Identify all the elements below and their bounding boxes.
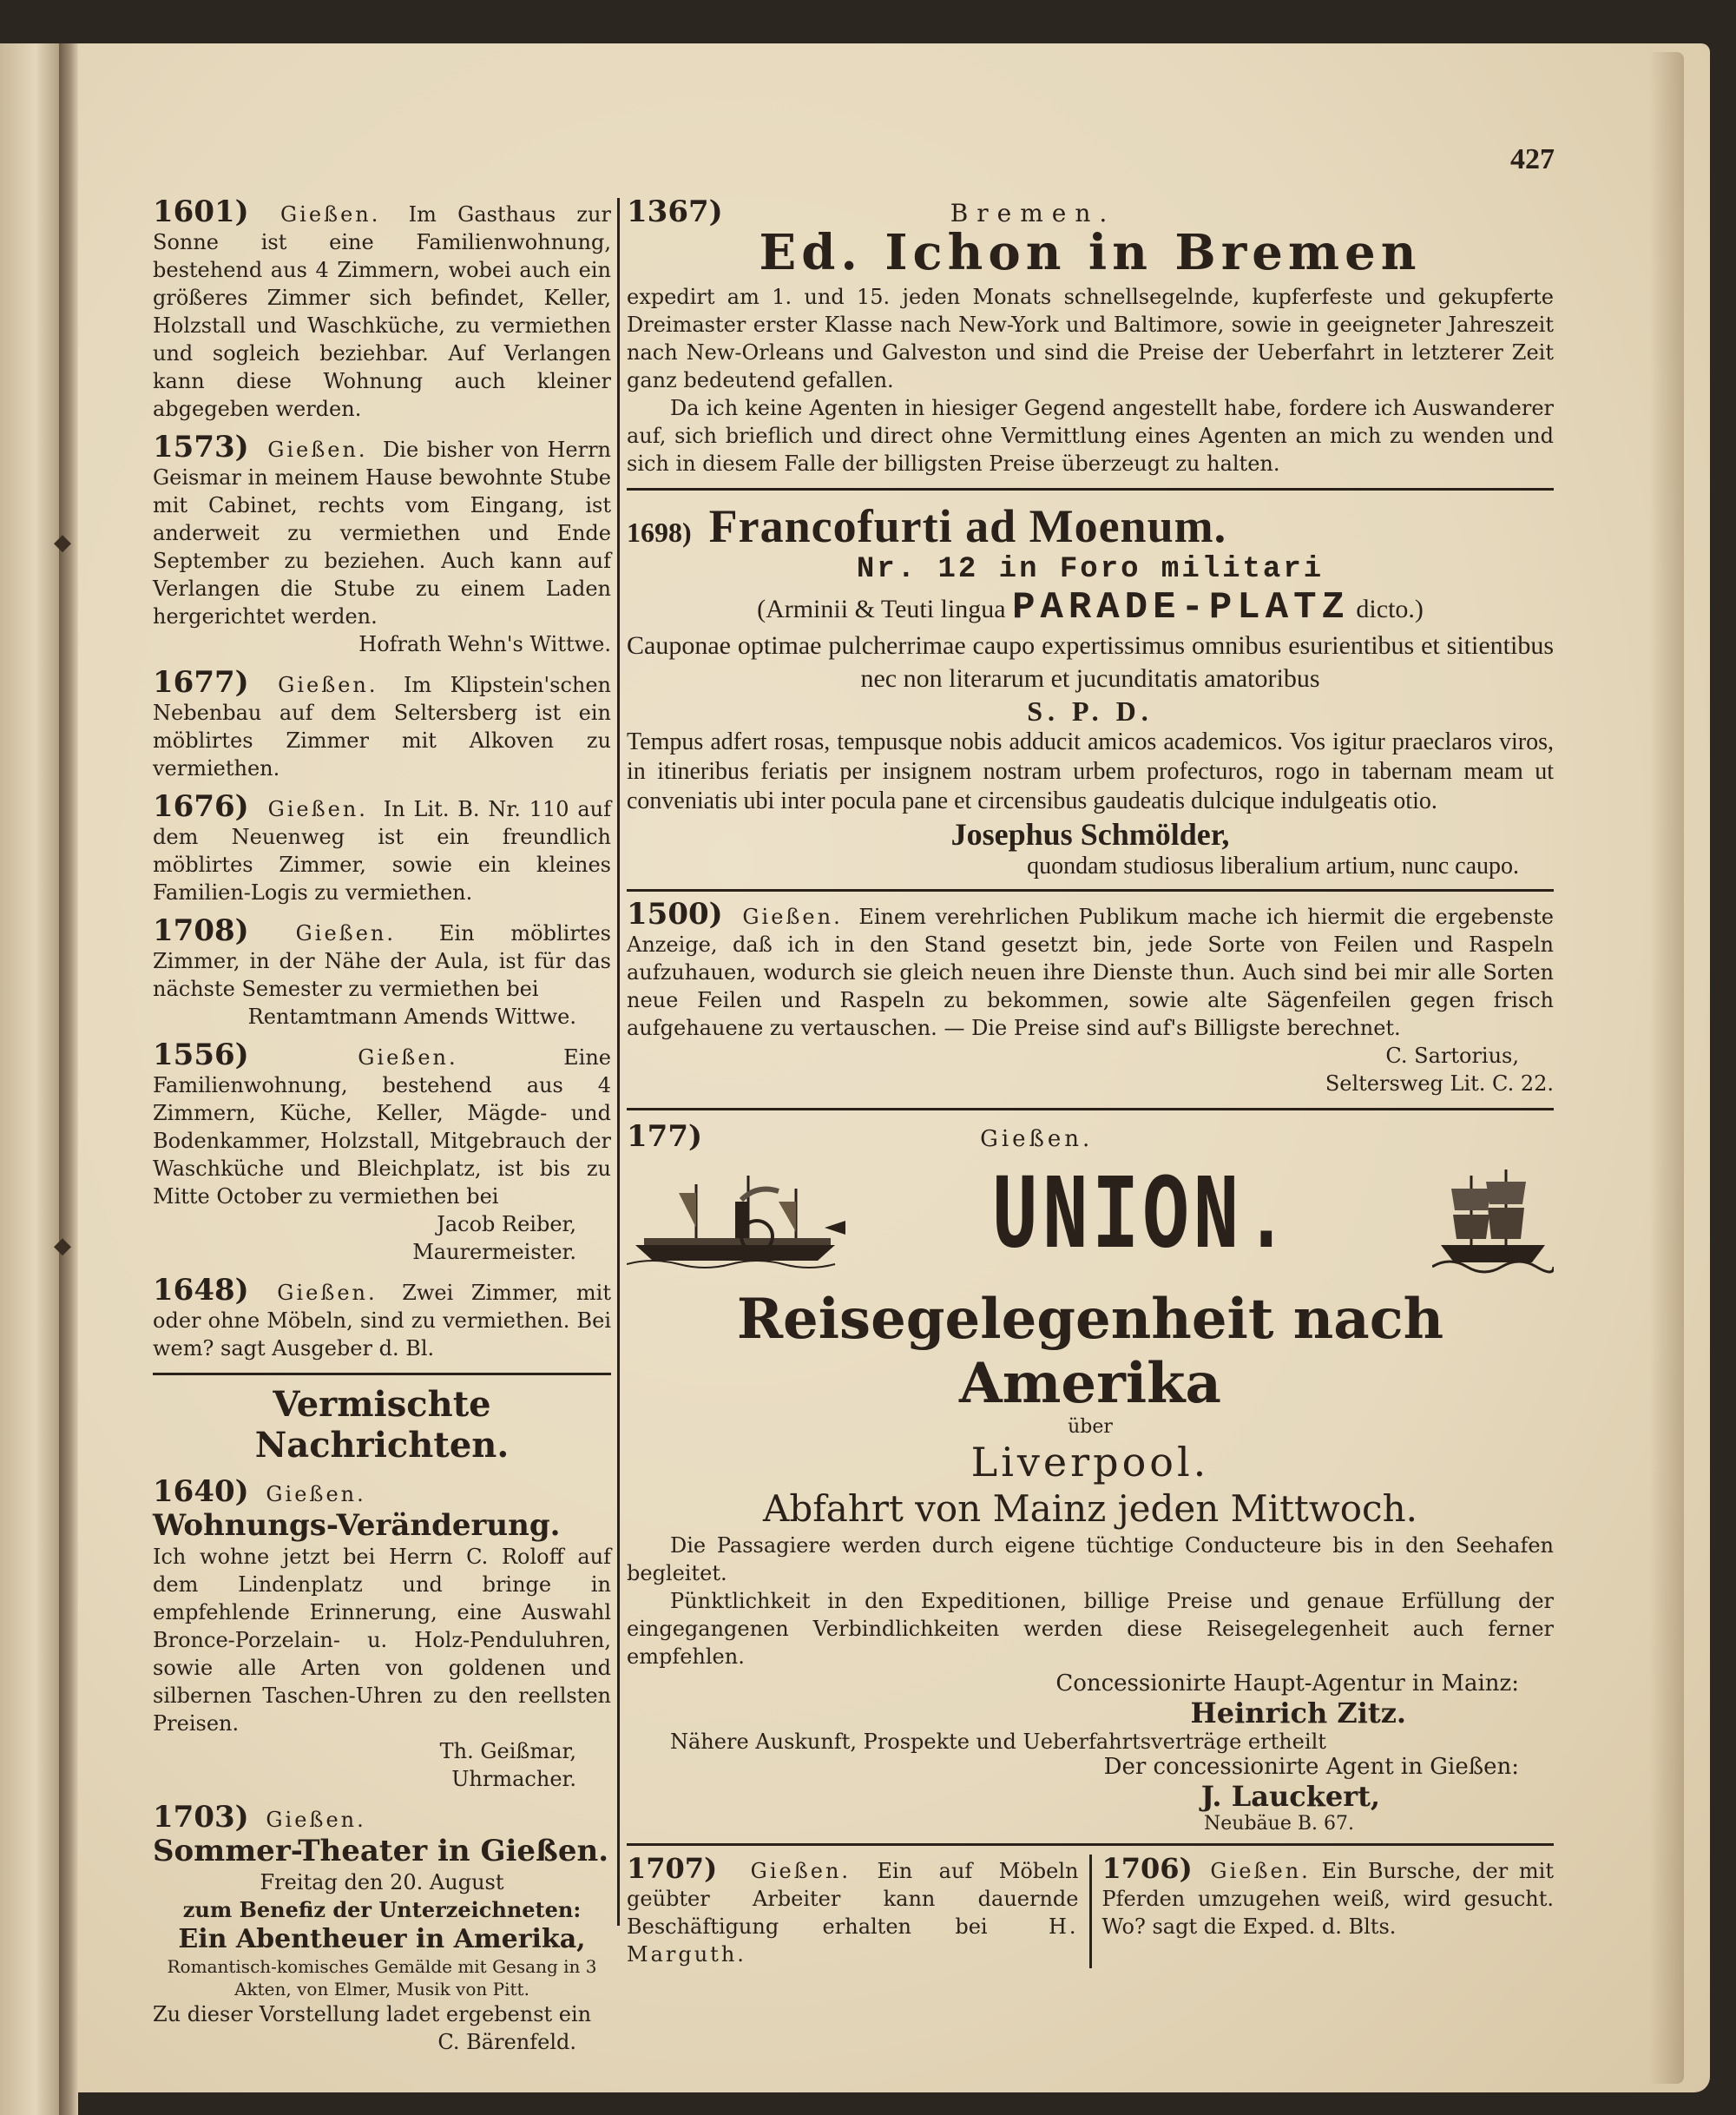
steamship-icon [627, 1167, 852, 1271]
ad-1677 [153, 665, 611, 782]
page-edge-shadow [1649, 52, 1684, 2084]
ad-number: 1601) [153, 194, 249, 229]
ad-1703 [153, 1800, 611, 2056]
ad-title: Ed. Ichon in Bremen [759, 224, 1422, 281]
margin-mark: ◆ [54, 530, 71, 556]
ad-place: Gießen. [1210, 1859, 1311, 1883]
cell-divider [1089, 1855, 1092, 1968]
ad-place: Gießen. [295, 921, 396, 945]
ad-place: Gießen. [266, 1482, 366, 1506]
ad-title: Francofurti ad Moenum. [708, 500, 1227, 552]
ad-text: Ich wohne jetzt bei Herrn C. Roloff auf dem Lindenplatz und bringe in empfehlende Erinnerung, eine Auswahl Bronce-Porzelain- u. Holz-Penduluhren, sowie alle Arten von goldenen und silbernen Taschen-Uhren zu den reellsten Preisen. [153, 1545, 611, 1736]
ad-text: In Lit. B. Nr. 110 auf dem Neuenweg ist ein freundlich möblirtes Zimmer, sowie ein kleines Familien-Logis zu vermiethen. [153, 797, 611, 905]
ad-signature: Hofrath Wehn's Wittwe. [358, 632, 611, 656]
bottom-ads-row [627, 1852, 1554, 1968]
section-rule [627, 1108, 1554, 1110]
ad-signature: Rentamtmann Amends Wittwe. [247, 1005, 576, 1029]
ad-1601 [153, 194, 611, 423]
play-description: Romantisch-komisches Gemälde mit Gesang in 3 Akten, von Elmer, Musik von Pitt. [167, 1956, 597, 2000]
sailing-ship-icon [1432, 1163, 1554, 1275]
facing-page-edge [0, 43, 59, 2115]
ad-signature-title: quondam studiosus liberalium artium, nunc caupo. [1027, 853, 1519, 880]
ad-text-2: Pünktlichkeit in den Expeditionen, billige Preise und genaue Erfüllung der eingegangenen Verbindlichkeiten werden diese Reisegelegenheit auch ferner empfehlen. [627, 1589, 1554, 1669]
ad-place: Gießen. [267, 797, 368, 821]
ad-number: 1708) [153, 913, 249, 948]
play-title: Ein Abentheuer in Amerika, [178, 1924, 586, 1954]
ad-text: Ein auf Möbeln geübter Arbeiter kann dauernde Beschäftigung erhalten bei [627, 1859, 1079, 1939]
ad-text: Im Gasthaus zur Sonne ist eine Familienwohnung, bestehend aus 4 Zimmern, wobei auch ein größeres Zimmer sich befindet, Keller, Holzstall und Waschküche, zu vermiethen und sogleich beziehbar. Auf Verlangen kann diese Wohnung auch kleiner abgegeben werden. [153, 202, 611, 421]
ad-headline: Sommer-Theater in Gießen. [153, 1834, 609, 1868]
margin-mark: ◆ [54, 1233, 71, 1259]
ad-headline: Wohnungs-Veränderung. [153, 1508, 561, 1543]
ad-signature: C. Sartorius, [1385, 1044, 1519, 1068]
via-label: über [1068, 1416, 1113, 1438]
ad-177 [627, 1119, 1554, 1835]
ad-text: Die bisher von Herrn Geismar in meinem Hause bewohnte Stube mit Cabinet, rechts vom Eingang, ist anderweit zu vermiethen und Ende September zu beziehen. Auch kann auf Verlangen die Stube zu einem Laden hergerichtet werden. [153, 438, 612, 629]
ad-signature: Th. Geißmar, [439, 1739, 576, 1763]
book-gutter [59, 43, 78, 2115]
ad-text: Ein möblirtes Zimmer, in der Nähe der Aula, ist für das nächste Semester zu vermiethen bei [153, 921, 611, 1001]
ad-1698 [627, 499, 1554, 880]
ad-place: Gießen. [742, 905, 843, 929]
section-rule [153, 1373, 611, 1375]
agent-address: Neubäue B. 67. [1204, 1813, 1354, 1835]
event-date: Freitag den 20. August [260, 1870, 504, 1894]
spd-line: S. P. D. [1027, 695, 1154, 727]
info-line: Nähere Auskunft, Prospekte und Ueberfahrtsverträge ertheilt [670, 1730, 1326, 1754]
address-line: Nr. 12 in Foro militari [856, 553, 1325, 586]
ad-signature: Jacob Reiber, [437, 1212, 576, 1236]
ad-number: 177) [627, 1119, 703, 1154]
agency-name: Heinrich Zitz. [1190, 1697, 1406, 1730]
ad-signature-address: Seltersweg Lit. C. 22. [1325, 1071, 1554, 1096]
ad-place: Gießen. [278, 673, 378, 697]
ad-1648 [153, 1273, 611, 1362]
ad-1707 [627, 1852, 1079, 1968]
parade-post: dicto.) [1356, 595, 1424, 623]
ad-signature: Josephus Schmölder, [950, 817, 1230, 852]
section-rule [627, 488, 1554, 491]
ad-text-2: Tempus adfert rosas, tempusque nobis adducit amicos academicos. Vos igitur praeclaros viros, in itineribus feriatis per insignem nostram urbem profecturos, rogo in tabernam meam ut conveniatis ubi inter pocula pane et circensibus gaudeatis dulcique indulgeatis otio. [627, 728, 1554, 814]
ad-place: Gießen. [358, 1045, 458, 1070]
ad-text-2: Da ich keine Agenten in hiesiger Gegend angestellt habe, fordere ich Auswanderer auf, sich brieflich und direct ohne Vermittlung eines Agenten an mich zu wenden und sich in diesem Falle der billigsten Preise überzeugt zu halten. [627, 396, 1554, 476]
parade-platz: PARADE-PLATZ [1012, 586, 1350, 629]
departure-heading: Abfahrt von Mainz jeden Mittwoch. [763, 1487, 1417, 1530]
ad-signature: C. Bärenfeld. [437, 2030, 576, 2054]
ad-1708 [153, 913, 611, 1031]
ad-number: 1648) [153, 1273, 249, 1308]
ad-number: 1703) [153, 1800, 249, 1835]
ad-1367 [627, 194, 1554, 478]
ad-number: 1676) [153, 789, 249, 824]
benefit-line: zum Benefiz der Unterzeichneten: [182, 1897, 582, 1922]
ad-number: 1573) [153, 430, 249, 465]
ad-place: Gießen. [980, 1126, 1094, 1152]
ad-text: Im Klipstein'schen Nebenbau auf dem Seltersberg ist ein möblirtes Zimmer mit Alkoven zu vermiethen. [153, 673, 611, 781]
ad-place: Gießen. [280, 202, 381, 227]
ad-place: Gießen. [266, 1808, 366, 1832]
ad-place: Gießen. [750, 1859, 852, 1883]
ad-text: Zwei Zimmer, mit oder ohne Möbeln, sind zu vermiethen. Bei wem? sagt Ausgeber d. Bl. [153, 1281, 611, 1361]
ad-number: 1677) [153, 665, 249, 700]
liverpool-heading: Liverpool. [970, 1439, 1210, 1486]
section-title: Vermischte Nachrichten. [254, 1384, 510, 1466]
ad-signature-title: Uhrmacher. [451, 1767, 576, 1791]
ad-number: 1367) [627, 194, 723, 229]
ad-place: Gießen. [277, 1281, 378, 1305]
ad-number: 1500) [627, 897, 723, 932]
ad-place: Bremen. [950, 199, 1116, 227]
ad-1676 [153, 789, 611, 906]
ad-signature-title: Maurermeister. [412, 1240, 576, 1264]
main-agency-label: Concessionirte Haupt-Agentur in Mainz: [1055, 1670, 1519, 1697]
local-agent-label: Der concessionirte Agent in Gießen: [1103, 1754, 1519, 1780]
invite-line: Zu dieser Vorstellung ladet ergebenst ein [153, 2002, 592, 2026]
ad-number: 1698) [627, 517, 692, 548]
ad-text: Cauponae optimae pulcherrimae caupo expertissimus omnibus esurientibus et sitientibus nec non literarum et jucunditatis amatoribus [627, 631, 1554, 693]
union-heading: UNION. [991, 1158, 1293, 1280]
left-column [153, 194, 612, 2066]
ad-text: Die Passagiere werden durch eigene tüchtige Conducteure bis in den Seehafen begleitet. [627, 1533, 1554, 1585]
ad-text: Eine Familienwohnung, bestehend aus 4 Zimmern, Küche, Keller, Mägde- und Bodenkammer, Holzstall, Mitgebrauch der Waschküche und Bleichplatz, ist bis zu Mitte October zu vermiethen bei [153, 1045, 611, 1209]
parade-pre: (Arminii & Teuti lingua [757, 595, 1006, 623]
ad-1500 [627, 897, 1554, 1097]
ad-1556 [153, 1038, 611, 1266]
page-number: 427 [1510, 143, 1555, 175]
ad-place: Gießen. [267, 438, 368, 462]
ad-1706 [1101, 1852, 1555, 1968]
section-rule [627, 889, 1554, 892]
ad-text: Ein Bursche, der mit Pferden umzugehen weiß, wird gesucht. Wo? sagt die Exped. d. Blts. [1101, 1859, 1554, 1939]
ad-number: 1706) [1101, 1852, 1193, 1885]
agent-name: J. Lauckert, [1200, 1780, 1380, 1813]
ad-number: 1556) [153, 1038, 249, 1072]
ad-text: expedirt am 1. und 15. jeden Monats schnellsegelnde, kupferfeste und gekupferte Dreimaster erster Klasse nach New-York und Baltimore, sowie in geeigneter Jahreszeit nach New-Orleans und Galveston und sind die Preise der Ueberfahrt in letzterer Zeit ganz bedeutend gefallen. [627, 285, 1554, 392]
ad-1640 [153, 1474, 611, 1793]
ad-number: 1640) [153, 1474, 249, 1509]
travel-heading: Reisegelegenheit nach Amerika [736, 1287, 1444, 1416]
ad-signature: H. Marguth. [627, 1914, 1079, 1967]
parade-platz-line [627, 586, 1554, 629]
section-rule [627, 1843, 1554, 1846]
column-divider [617, 198, 620, 1926]
ad-number: 1707) [627, 1852, 718, 1885]
ad-1573 [153, 430, 612, 658]
ad-text: Einem verehrlichen Publikum mache ich hiermit die ergebenste Anzeige, daß ich in den Stand gesetzt bin, jede Sorte von Feilen und Raspeln aufzuhauen, wodurch sie gleich neuen ihre Dienste thun. Auch sind bei mir alle Sorten neue Feilen und Raspeln zu bekommen, sowie alte Sägenfeilen gegen frisch aufgehauene zu vertauschen. — Die Preise sind auf's Billigste berechnet. [627, 905, 1554, 1040]
right-column [627, 194, 1554, 1968]
